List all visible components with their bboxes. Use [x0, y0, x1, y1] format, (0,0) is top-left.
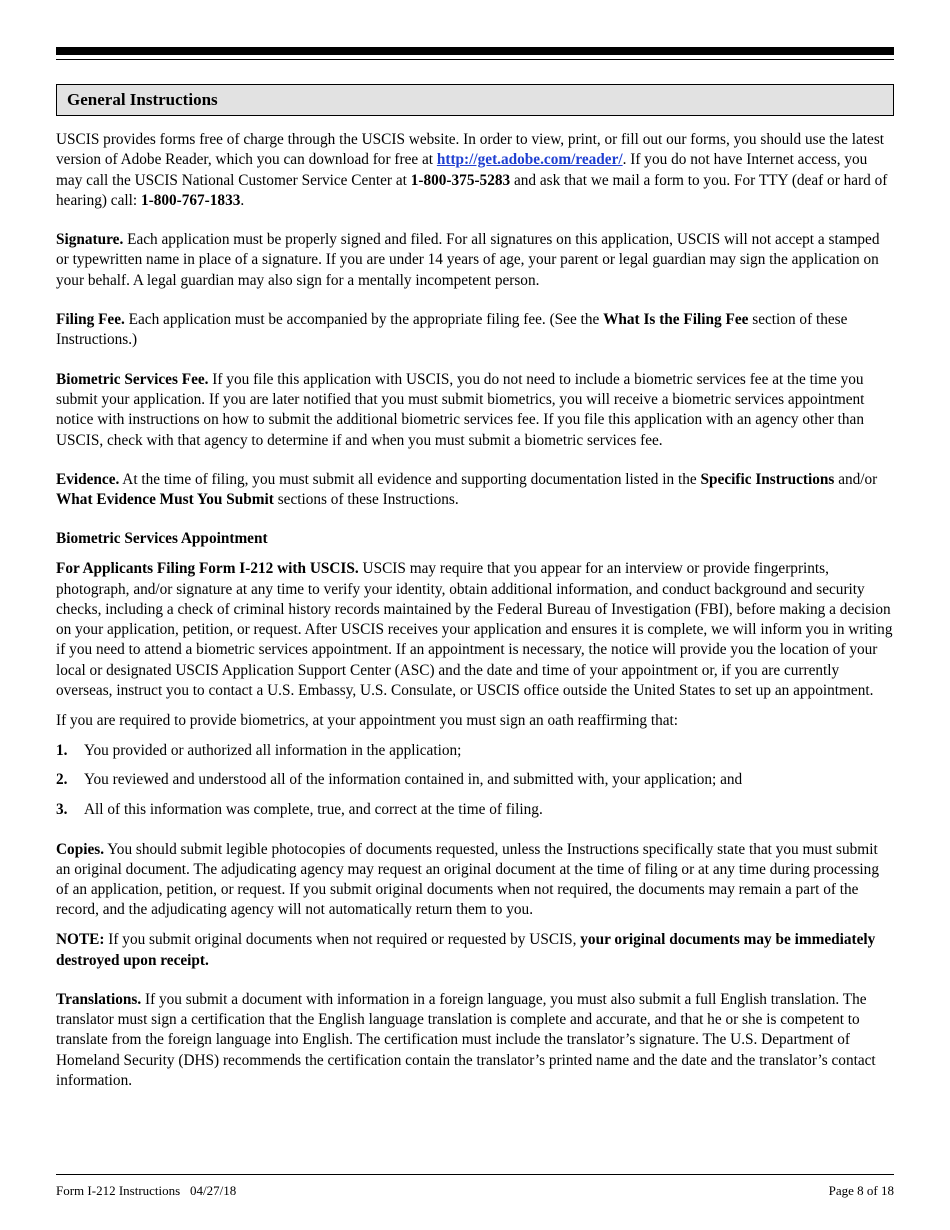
- list-text: You reviewed and understood all of the information contained in, and submitted with, your application; and: [84, 771, 743, 789]
- appointment-heading: Biometric Services Appointment: [56, 530, 268, 548]
- appointment-paragraph: For Applicants Filing Form I-212 with USCIS. USCIS may require that you appear for an interview or provide fingerprints, photograph, and/or signature at any time to verify your identity, obtain additional information, and conduct background and security checks, including a check of criminal history records maintained by the Federal Bureau of Investigation (FBI), before making a decision on your application, petition, or request. After USCIS receives your application and ensures it is complete, we will inform you in writing if you need to attend a biometric services appointment. If an appointment is necessary, the notice will provide you the location of your local or designated USCIS Application Support Center (ASC) and the date and time of your appointment or, if you are currently overseas, instruct you to contact a U.S. Embassy, U.S. Consulate, or USCIS office outside the United States to set up an appointment.: [56, 560, 893, 700]
- filing-fee-label: Filing Fee.: [56, 311, 125, 329]
- header-thin-rule: [56, 59, 894, 60]
- list-text: All of this information was complete, true, and correct at the time of filing.: [84, 801, 543, 819]
- filing-fee-paragraph: Filing Fee. Each application must be accompanied by the appropriate filing fee. (See the What Is the Filing Fee section of these Instructions.): [56, 311, 848, 349]
- footer-page-number: Page 8 of 18: [828, 1183, 894, 1198]
- footer-rule: [56, 1174, 894, 1175]
- header-thick-rule: [56, 47, 894, 55]
- note-paragraph: NOTE: If you submit original documents when not required or requested by USCIS, your original documents may be immediately destroyed upon receipt.: [56, 931, 876, 969]
- list-number: 3.: [56, 801, 68, 819]
- customer-service-phone: 1-800-375-5283: [410, 171, 511, 189]
- footer-form-name: Form I-212 Instructions: [56, 1183, 181, 1198]
- list-number: 2.: [56, 771, 68, 789]
- list-item: [56, 770, 894, 790]
- oath-intro: If you are required to provide biometrics, at your appointment you must sign an oath reaffirming that:: [56, 711, 679, 729]
- evidence-label: Evidence.: [56, 470, 120, 488]
- list-number: 1.: [56, 741, 68, 759]
- signature-label: Signature.: [56, 231, 124, 249]
- biometric-fee-paragraph: Biometric Services Fee. If you file this application with USCIS, you do not need to include a biometric services fee at the time you submit your application. If you are later notified that you must submit biometrics, you will receive a biometric services appointment notice with instructions on how to submit the additional biometric services fee. If you file this application with an agency other than USCIS, check with that agency to determine if and when you must submit a biometric services fee.: [56, 370, 865, 449]
- copies-paragraph: Copies. You should submit legible photocopies of documents requested, unless the Instructions specifically state that you must submit an original document. The adjudicating agency may request an original document at the time of filing or at any time during processing of an application, petition, or request. If you submit original documents when not required, the documents may remain a part of the record, and the adjudicating agency will not automatically return them to you.: [56, 840, 879, 919]
- list-item: [56, 741, 894, 761]
- intro-paragraph: USCIS provides forms free of charge through the USCIS website. In order to view, print, or fill out our forms, you should use the latest version of Adobe Reader, which you can download for free at http://get.adobe.com/reader/. If you do not have Internet access, you may call the USCIS National Customer Service Center at 1-800-375-5283 and ask that we mail a form to you. For TTY (deaf or hard of hearing) call: 1-800-767-1833.: [56, 131, 888, 209]
- adobe-reader-link[interactable]: http://get.adobe.com/reader/: [436, 151, 623, 169]
- tty-phone: 1-800-767-1833: [140, 191, 241, 209]
- copies-label: Copies.: [56, 840, 105, 858]
- appointment-label: For Applicants Filing Form I-212 with USCIS.: [56, 560, 359, 578]
- note-label: NOTE:: [56, 931, 105, 949]
- footer-form-info: [56, 1183, 236, 1199]
- biometric-fee-label: Biometric Services Fee.: [56, 370, 209, 388]
- list-item: [56, 800, 894, 820]
- list-text: You provided or authorized all information in the application;: [84, 741, 462, 759]
- section-title: General Instructions: [67, 90, 218, 109]
- main-content: [56, 130, 894, 1091]
- translations-label: Translations.: [56, 990, 142, 1008]
- translations-paragraph: Translations. If you submit a document with information in a foreign language, you must also submit a full English translation. The translator must sign a certification that the English language translation is complete and accurate, and that he or she is competent to translate from the foreign language into English. The certification must include the translator’s signature. The U.S. Department of Homeland Security (DHS) recommends the certification contain the translator’s printed name and the date and the translator’s contact information.: [56, 990, 876, 1089]
- section-header: [56, 84, 894, 116]
- signature-paragraph: Signature. Each application must be properly signed and filed. For all signatures on this application, USCIS will not accept a stamped or typewritten name in place of a signature. If you are under 14 years of age, your parent or legal guardian may sign the application on your behalf. A legal guardian may also sign for a mentally incompetent person.: [56, 231, 880, 289]
- evidence-paragraph: Evidence. At the time of filing, you must submit all evidence and supporting documentation listed in the Specific Instructions and/or What Evidence Must You Submit sections of these Instructions.: [56, 470, 878, 509]
- footer-date: 04/27/18: [189, 1183, 237, 1198]
